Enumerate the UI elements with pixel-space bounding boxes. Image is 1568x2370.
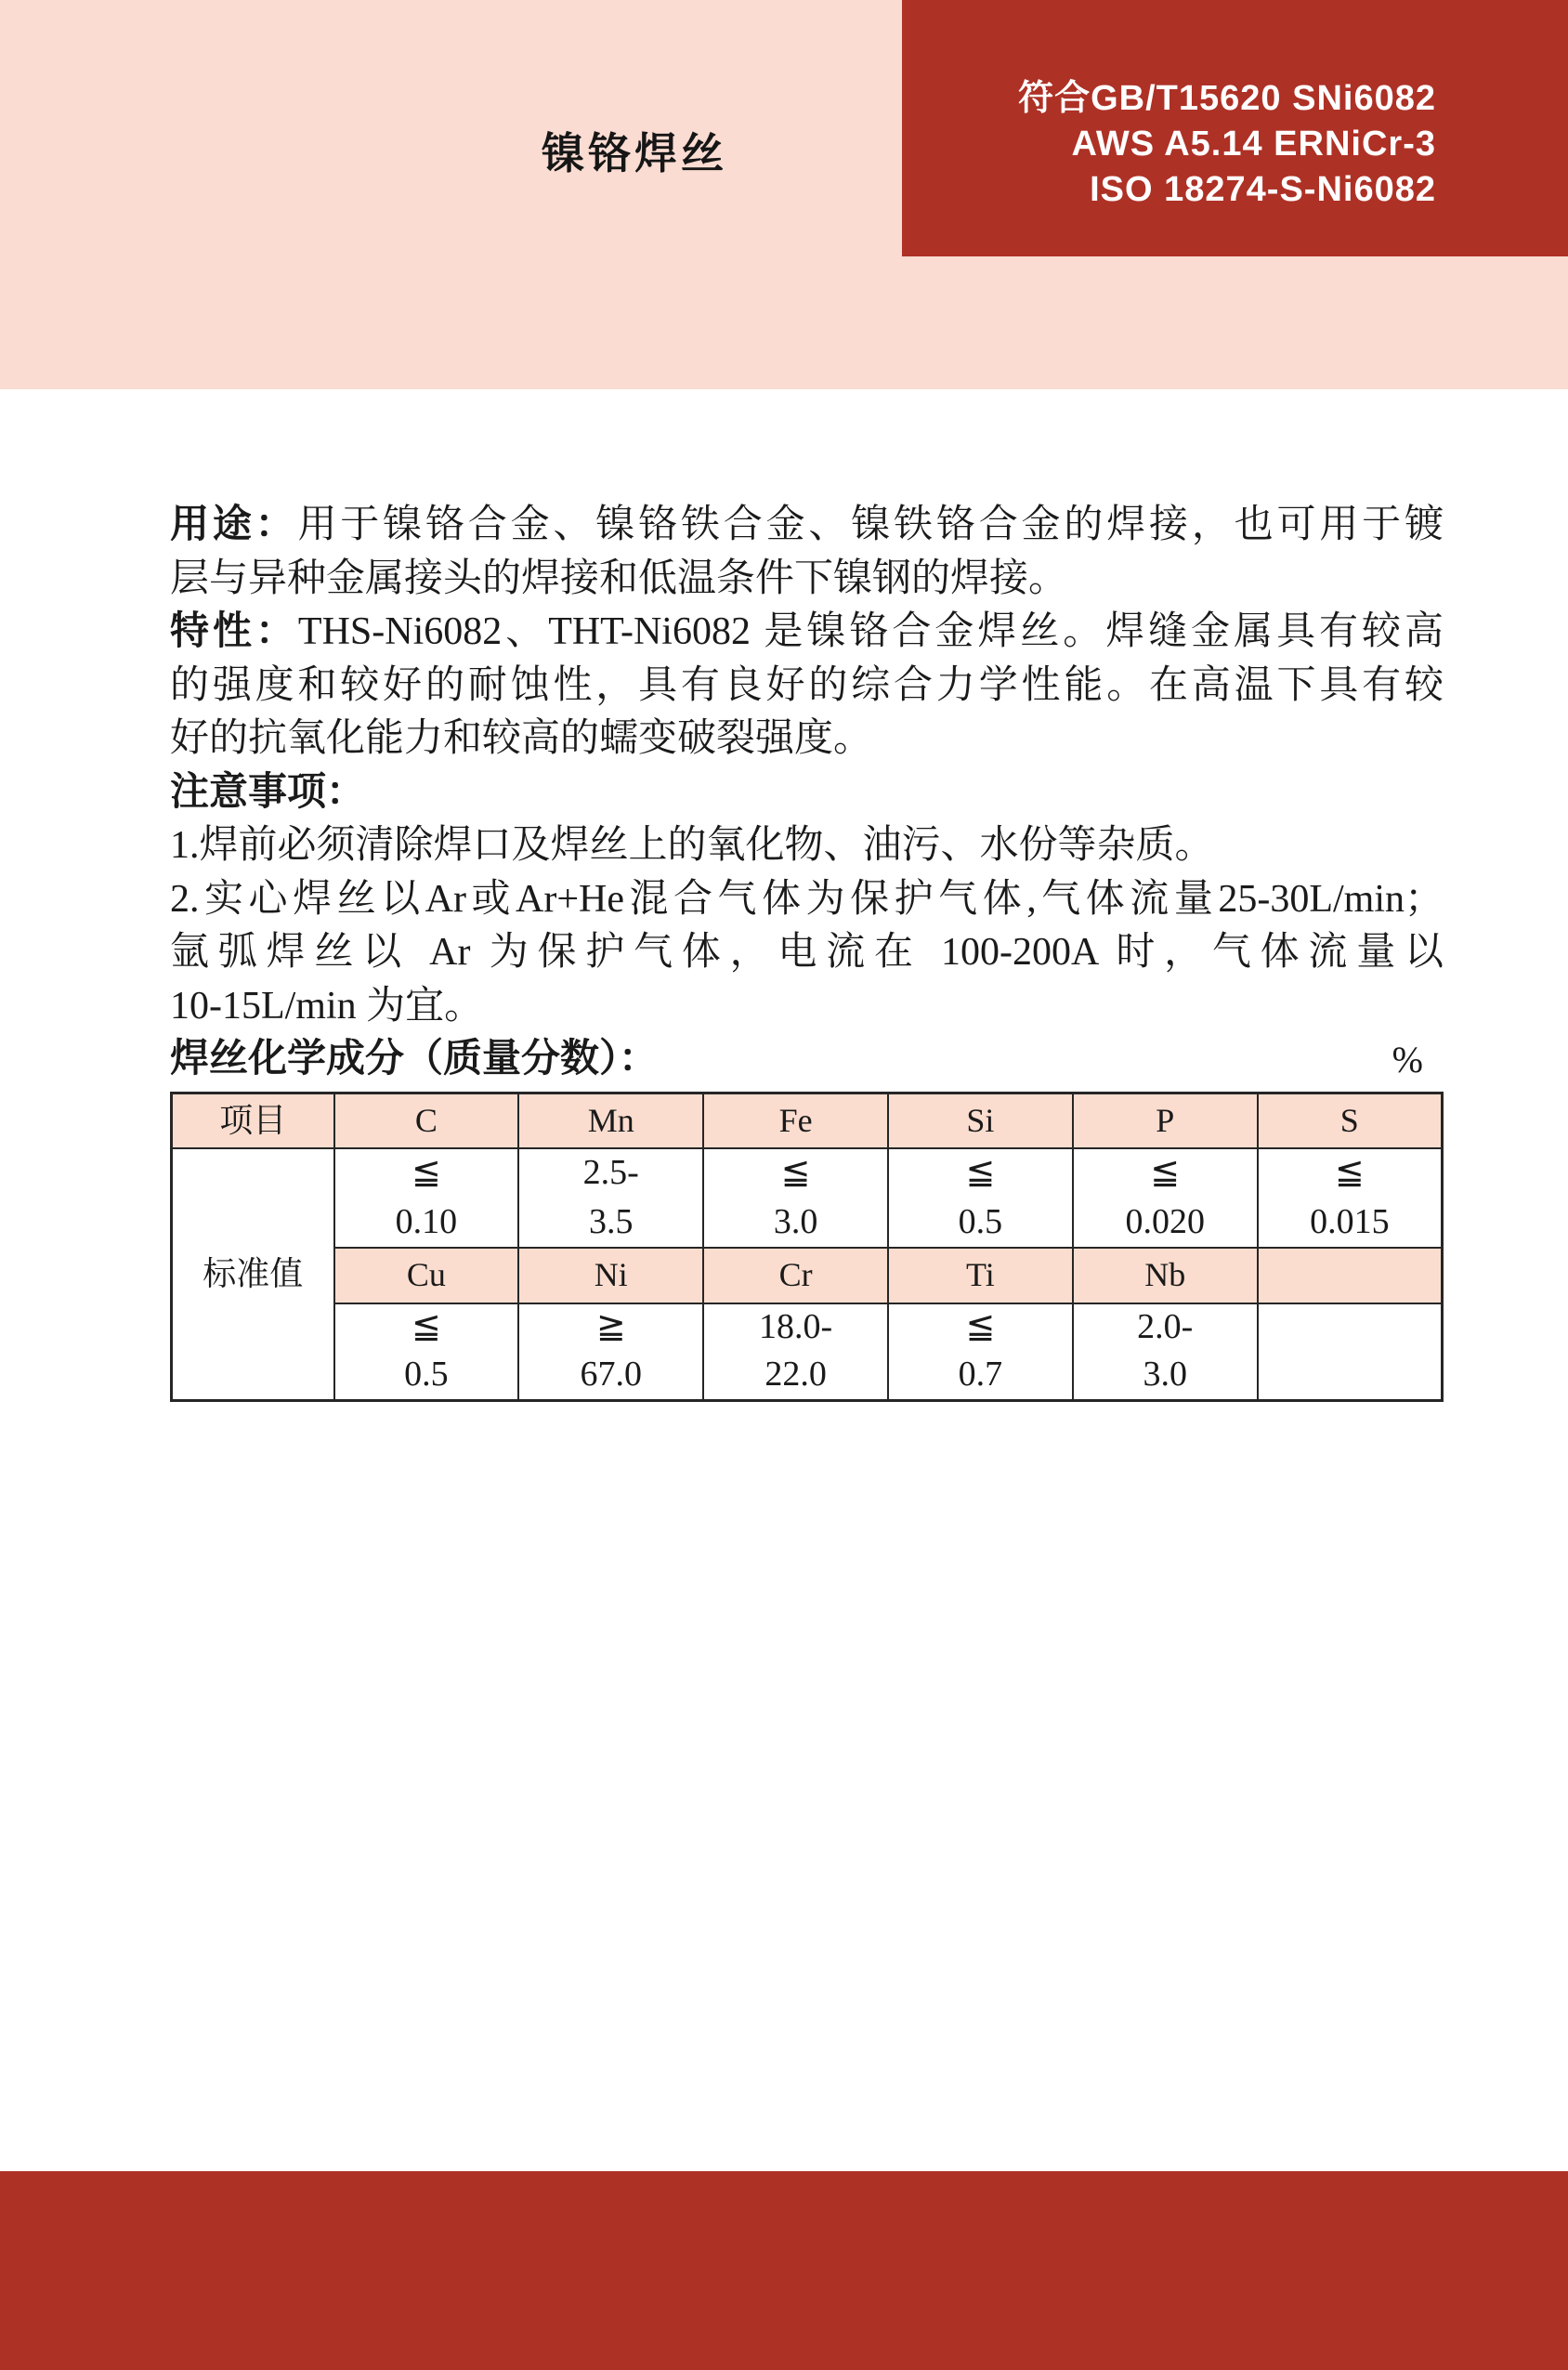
table-header-row bbox=[172, 1093, 1443, 1148]
body-line bbox=[170, 766, 1444, 820]
body-line-text: 2.实心焊丝以Ar或Ar+He混合气体为保护气体,气体流量25-30L/min； bbox=[170, 877, 1444, 921]
value-cell: ≦ 0.015 bbox=[1258, 1148, 1443, 1248]
standard-line-aws: AWS A5.14 ERNiCr-3 bbox=[1071, 124, 1436, 164]
feature-label: 特性： bbox=[170, 610, 298, 653]
header-cell-element: C bbox=[334, 1093, 519, 1148]
composition-table bbox=[170, 1092, 1444, 1402]
header-cell-item: 项目 bbox=[172, 1093, 334, 1148]
body-line-text: 1.焊前必须清除焊口及焊丝上的氧化物、油污、水份等杂质。 bbox=[170, 824, 1214, 867]
body-line-text: 10-15L/min 为宜。 bbox=[170, 984, 484, 1028]
value-cell: ≧ 67.0 bbox=[518, 1303, 703, 1401]
value-cell: 18.0- 22.0 bbox=[703, 1303, 888, 1401]
standards-box bbox=[902, 0, 1568, 256]
body-line bbox=[170, 926, 1444, 980]
composition-caption-row bbox=[170, 1033, 1444, 1087]
value-cell: 2.5- 3.5 bbox=[518, 1148, 703, 1248]
body-line bbox=[170, 713, 1444, 766]
product-title: 镍铬焊丝 bbox=[542, 129, 727, 177]
element-cell: Cu bbox=[334, 1248, 519, 1303]
element-cell: Ti bbox=[888, 1248, 1073, 1303]
body-line-text: 氩弧焊丝以 Ar 为保护气体，电流在 100-200A 时，气体流量以 bbox=[170, 931, 1444, 974]
value-cell: ≦ 0.10 bbox=[334, 1148, 519, 1248]
header-cell-element: Fe bbox=[703, 1093, 888, 1148]
table-value-row bbox=[172, 1148, 1443, 1248]
value-cell: ≦ 0.5 bbox=[334, 1303, 519, 1401]
value-cell: ≦ 3.0 bbox=[703, 1148, 888, 1248]
value-cell: ≦ 0.7 bbox=[888, 1303, 1073, 1401]
composition-caption: 焊丝化学成分（质量分数）： bbox=[170, 1038, 659, 1080]
standard-line-gb: 符合GB/T15620 SNi6082 bbox=[1018, 79, 1436, 118]
element-cell: Cr bbox=[703, 1248, 888, 1303]
body-line bbox=[170, 819, 1444, 873]
value-cell: 2.0- 3.0 bbox=[1073, 1303, 1258, 1401]
header-cell-element: P bbox=[1073, 1093, 1258, 1148]
element-cell: Ni bbox=[518, 1248, 703, 1303]
header-cell-element: Mn bbox=[518, 1093, 703, 1148]
body-line-text: 用于镍铬合金、镍铬铁合金、镍铁铬合金的焊接，也可用于镀 bbox=[297, 504, 1444, 546]
percent-unit-label: % bbox=[1392, 1039, 1423, 1080]
body-line bbox=[170, 873, 1444, 927]
body-line bbox=[170, 499, 1444, 553]
standard-value-label: 标准值 bbox=[172, 1148, 334, 1400]
header-cell-element: Si bbox=[888, 1093, 1073, 1148]
body-text bbox=[170, 499, 1444, 1402]
usage-label: 用途： bbox=[170, 504, 298, 546]
table-element-row bbox=[172, 1248, 1443, 1303]
body-line-text: 好的抗氧化能力和较高的蠕变破裂强度。 bbox=[170, 717, 873, 760]
value-cell: ≦ 0.5 bbox=[888, 1148, 1073, 1248]
value-cell bbox=[1258, 1303, 1443, 1401]
element-cell bbox=[1258, 1248, 1443, 1303]
body-line-text: 层与异种金属接头的焊接和低温条件下镍钢的焊接。 bbox=[170, 556, 1068, 600]
body-line bbox=[170, 606, 1444, 660]
standard-line-iso: ISO 18274-S-Ni6082 bbox=[1090, 170, 1436, 209]
value-cell: ≦ 0.020 bbox=[1073, 1148, 1258, 1248]
header-cell-element: S bbox=[1258, 1093, 1443, 1148]
body-line bbox=[170, 553, 1444, 607]
body-line-text: 的强度和较好的耐蚀性，具有良好的综合力学性能。在高温下具有较 bbox=[170, 663, 1444, 707]
element-cell: Nb bbox=[1073, 1248, 1258, 1303]
notes-label: 注意事项： bbox=[170, 770, 366, 814]
footer-red-bar bbox=[0, 2171, 1568, 2370]
body-line-text: THS-Ni6082、THT-Ni6082 是镍铬合金焊丝。焊缝金属具有较高 bbox=[297, 610, 1444, 653]
table-value-row bbox=[172, 1303, 1443, 1401]
body-line bbox=[170, 980, 1444, 1034]
body-line bbox=[170, 660, 1444, 714]
